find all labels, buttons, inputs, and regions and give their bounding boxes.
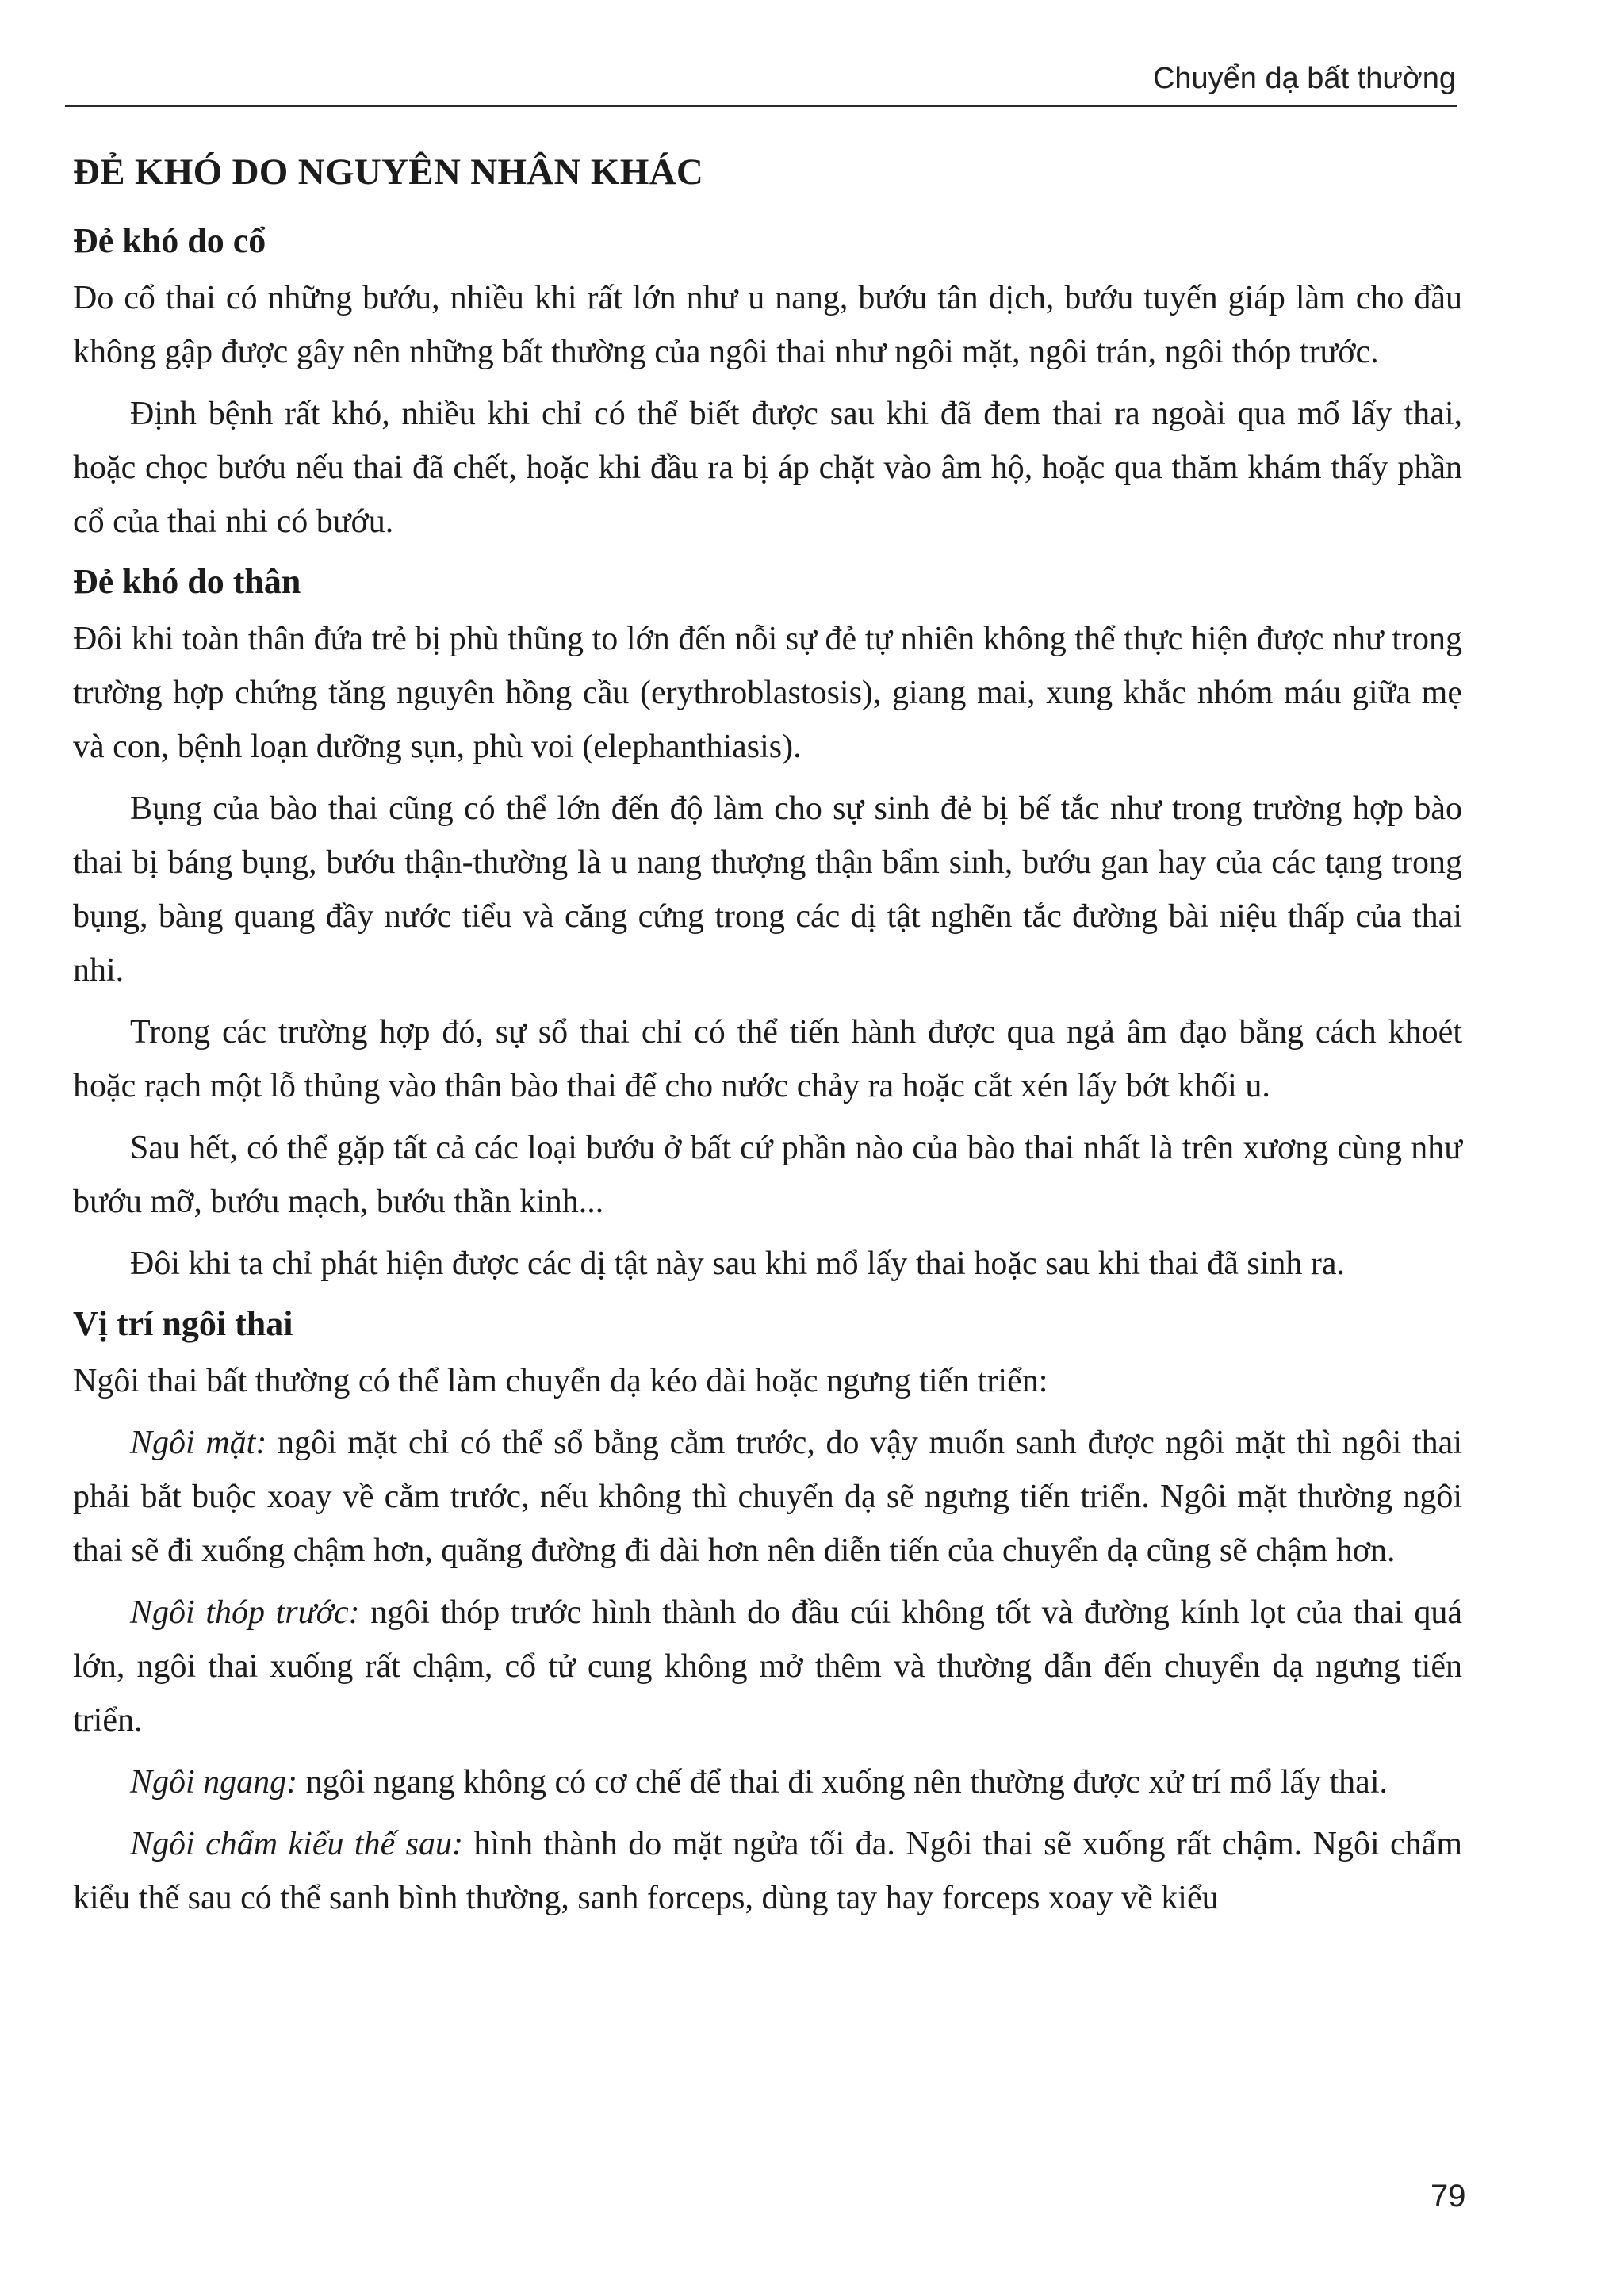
paragraph-bregma <box>73 1586 1462 1747</box>
section-title: ĐẺ KHÓ DO NGUYÊN NHÂN KHÁC <box>73 151 704 193</box>
paragraph-transverse <box>73 1755 1462 1809</box>
term-posterior: Ngôi chẩm kiểu thế sau: <box>130 1826 463 1862</box>
paragraph-neck-1: Do cổ thai có những bướu, nhiều khi rất lớn như u nang, bướu tân dịch, bướu tuyến giáp làm cho đầu không gập được gây nên những bất thường của ngôi thai như ngôi mặt, ngôi trán, ngôi thóp trước. <box>73 280 1462 370</box>
text-transverse: ngôi ngang không có cơ chế để thai đi xuống nên thường được xử trí mổ lấy thai. <box>297 1764 1388 1800</box>
paragraph-body-5: Đôi khi ta chỉ phát hiện được các dị tật này sau khi mổ lấy thai hoặc sau khi thai đã sinh ra. <box>130 1246 1346 1282</box>
term-transverse: Ngôi ngang: <box>130 1764 298 1800</box>
heading-body: Đẻ khó do thân <box>73 562 301 601</box>
header-rule <box>65 105 1457 107</box>
heading-neck: Đẻ khó do cổ <box>73 221 266 260</box>
paragraph-posterior <box>73 1817 1462 1925</box>
paragraph-face <box>73 1416 1462 1578</box>
paragraph-body-3: Trong các trường hợp đó, sự sổ thai chỉ có thể tiến hành được qua ngả âm đạo bằng cách khoét hoặc rạch một lỗ thủng vào thân bào thai để cho nước chảy ra hoặc cắt xén lấy bớt khối u. <box>73 1014 1462 1104</box>
heading-position: Vị trí ngôi thai <box>73 1304 293 1343</box>
paragraph-position-intro: Ngôi thai bất thường có thể làm chuyển dạ kéo dài hoặc ngưng tiến triển: <box>73 1363 1048 1399</box>
running-header: Chuyển dạ bất thường <box>1152 62 1456 95</box>
paragraph-body-4: Sau hết, có thể gặp tất cả các loại bướu ở bất cứ phần nào của bào thai nhất là trên xương cùng như bướu mỡ, bướu mạch, bướu thần kinh... <box>73 1130 1462 1220</box>
text-posterior: hình thành do mặt ngửa tối đa. Ngôi thai sẽ xuống rất chậm. Ngôi chẩm kiểu thế sau có thể sanh bình thường, sanh forceps, dùng tay hay forceps xoay về kiểu <box>73 1826 1462 1916</box>
page-number: 79 <box>1431 2179 1466 2214</box>
text-face: ngôi mặt chỉ có thể sổ bằng cằm trước, do vậy muốn sanh được ngôi mặt thì ngôi thai phải bắt buộc xoay về cằm trước, nếu không thì chuyển dạ sẽ ngưng tiến triển. Ngôi mặt thường ngôi thai sẽ đi xuống chậm hơn, quãng đường đi dài hơn nên diễn tiến của chuyển dạ cũng sẽ chậm hơn. <box>73 1425 1462 1569</box>
text-bregma: ngôi thóp trước hình thành do đầu cúi không tốt và đường kính lọt của thai quá lớn, ngôi thai xuống rất chậm, cổ tử cung không mở thêm và thường dẫn đến chuyển dạ ngưng tiến triển. <box>73 1594 1462 1739</box>
page-content <box>73 147 1462 1933</box>
paragraph-body-1: Đôi khi toàn thân đứa trẻ bị phù thũng to lớn đến nỗi sự đẻ tự nhiên không thể thực hiện được như trong trường hợp chứng tăng nguyên hồng cầu (erythroblastosis), giang mai, xung khắc nhóm máu giữa mẹ và con, bệnh loạn dưỡng sụn, phù voi (elephanthiasis). <box>73 621 1462 765</box>
term-face: Ngôi mặt: <box>130 1425 267 1461</box>
term-bregma: Ngôi thóp trước: <box>130 1594 360 1631</box>
paragraph-neck-2: Định bệnh rất khó, nhiều khi chỉ có thể biết được sau khi đã đem thai ra ngoài qua mổ lấy thai, hoặc chọc bướu nếu thai đã chết, hoặc khi đầu ra bị áp chặt vào âm hộ, hoặc qua thăm khám thấy phần cổ của thai nhi có bướu. <box>73 396 1462 540</box>
paragraph-body-2: Bụng của bào thai cũng có thể lớn đến độ làm cho sự sinh đẻ bị bế tắc như trong trường hợp bào thai bị báng bụng, bướu thận-thường là u nang thượng thận bẩm sinh, bướu gan hay của các tạng trong bụng, bàng quang đầy nước tiểu và căng cứng trong các dị tật nghẽn tắc đường bài niệu thấp của thai nhi. <box>73 790 1462 989</box>
